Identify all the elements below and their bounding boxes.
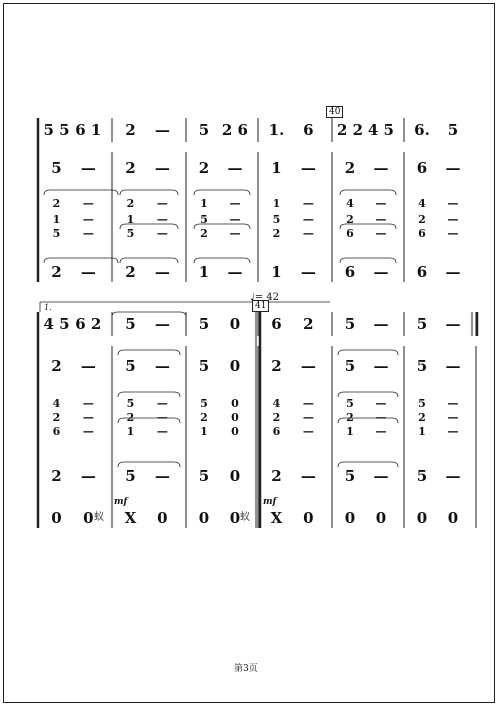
s2-bass-m6-beat2: — xyxy=(445,467,461,485)
s2-percussion-m4-beat1: X xyxy=(270,509,283,527)
s1-bass-m2-beat2: — xyxy=(154,263,170,281)
s2-chord-root-m3-beat1: 5 xyxy=(198,357,210,375)
s2-chord-root-m5-beat1: 5 xyxy=(344,357,356,375)
s1-harmony-bottom-m2-beat2: — xyxy=(156,227,168,240)
s1-bass-m6-beat1: 6 xyxy=(416,263,428,281)
s1-harmony-mid-m5-beat1: 2 xyxy=(346,213,354,226)
s2-percussion-m2-beat1: X xyxy=(124,509,137,527)
s1-chord-root-m1-beat2: — xyxy=(80,159,96,177)
s2-harmony-mid-m1-beat2: — xyxy=(82,411,94,424)
s2-percussion-m5-beat1: 0 xyxy=(344,509,356,527)
s2-melody-m1-beat2: 6 2 xyxy=(75,315,102,333)
s2-bass-m6-beat1: 5 xyxy=(416,467,428,485)
s2-harmony-mid-m2-beat1: 2 xyxy=(126,411,135,424)
s2-percussion-m3-beat2: 0 xyxy=(229,509,241,527)
rehearsal-mark-41: 41 xyxy=(252,300,269,312)
s2-harmony-top-m4-beat2: — xyxy=(302,397,314,410)
s1-bass-m4-beat1: 1 xyxy=(271,263,282,281)
s2-harmony-mid-m6-beat1: 2 xyxy=(418,411,426,424)
s1-harmony-bottom-m5-beat1: 6 xyxy=(346,227,354,240)
s1-bass-m1-beat2: — xyxy=(80,263,96,281)
s2-harmony-top-m5-beat2: — xyxy=(375,397,387,410)
s2-harmony-mid-m6-beat2: — xyxy=(447,411,459,424)
s2-harmony-mid-m3-beat1: 2 xyxy=(200,411,208,424)
s1-chord-root-m1-beat1: 5 xyxy=(51,159,62,177)
s2-percussion-m1-beat2: 0 xyxy=(83,509,94,527)
s1-harmony-top-m4-beat1: 1 xyxy=(272,197,281,210)
s1-melody-m4-beat2: 6 xyxy=(303,121,314,139)
s2-bass-m1-beat2: — xyxy=(80,467,96,485)
s1-harmony-mid-m3-beat2: — xyxy=(229,213,241,226)
s2-chord-root-m4-beat1: 2 xyxy=(271,357,282,375)
s1-harmony-top-m2-beat1: 2 xyxy=(126,197,135,210)
s2-harmony-bottom-m5-beat1: 1 xyxy=(346,425,354,438)
s2-harmony-mid-m4-beat2: — xyxy=(302,411,314,424)
s2-chord-root-m5-beat2: — xyxy=(373,357,389,375)
s1-harmony-tie-2 xyxy=(340,190,396,195)
s1-melody-m4-beat1: 1. xyxy=(268,121,285,139)
s2-harmony-top-m2-beat2: — xyxy=(156,397,168,410)
shout-text-2: 蚁 xyxy=(240,512,250,523)
s1-harmony-top-m3-beat2: — xyxy=(229,197,241,210)
shout-text-1: 蚁 xyxy=(94,512,104,523)
s2-percussion-m5-beat2: 0 xyxy=(375,509,387,527)
s2-harmony-bottom-m4-beat2: — xyxy=(302,425,314,438)
s1-harmony-mid-m4-beat2: — xyxy=(302,213,314,226)
s1-harmony-top-m5-beat2: — xyxy=(375,197,387,210)
s2-harmony-mid-m5-beat2: — xyxy=(375,411,387,424)
s2-percussion-m1-beat1: 0 xyxy=(51,509,62,527)
s1-harmony-bottom-m2-beat1: 5 xyxy=(126,227,135,240)
s1-harmony-top-m2-beat2: — xyxy=(156,197,168,210)
s2-harmony-mid-m3-beat2: 0 xyxy=(231,411,239,424)
s1-melody-m5-beat2: 4 5 xyxy=(367,121,395,139)
s2-harmony-top-m6-beat2: — xyxy=(447,397,459,410)
s1-harmony-mid-m3-beat1: 5 xyxy=(200,213,208,226)
s2-harmony-top-m1-beat2: — xyxy=(82,397,94,410)
s2-percussion-m6-beat1: 0 xyxy=(416,509,428,527)
s2-harmony-mid-m1-beat1: 2 xyxy=(52,411,61,424)
s1-harmony-tie-1 xyxy=(194,190,250,195)
s1-chord-root-m6-beat2: — xyxy=(445,159,461,177)
s1-melody-m6-beat1: 6. xyxy=(414,121,430,139)
s1-chord-root-m2-beat1: 2 xyxy=(125,159,136,177)
s1-harmony-bottom-m3-beat2: — xyxy=(229,227,241,240)
s1-harmony-top-m3-beat1: 1 xyxy=(200,197,208,210)
s2-percussion-m4-beat2: 0 xyxy=(303,509,314,527)
s1-melody-m5-beat1: 2 2 xyxy=(336,121,364,139)
s1-harmony-mid-m2-beat2: — xyxy=(156,213,168,226)
s2-bass-m2-beat1: 5 xyxy=(125,467,136,485)
s1-chord-root-m3-beat2: — xyxy=(227,159,243,177)
s2-melody-m6-beat2: — xyxy=(445,315,461,333)
s1-harmony-bottom-m5-beat2: — xyxy=(375,227,387,240)
s2-chord-tie-1 xyxy=(338,350,398,355)
s1-bass-m2-beat1: 2 xyxy=(125,263,136,281)
s1-harmony-mid-m6-beat2: — xyxy=(447,213,459,226)
s2-bass-m2-beat2: — xyxy=(154,467,170,485)
s2-harmony-bottom-m2-beat2: — xyxy=(156,425,168,438)
s2-chord-root-m6-beat1: 5 xyxy=(416,357,428,375)
s1-harmony-top-m4-beat2: — xyxy=(302,197,314,210)
s2-harmony-top-m3-beat2: 0 xyxy=(231,397,239,410)
s1-chord-root-m2-beat2: — xyxy=(154,159,170,177)
s2-harmony-top-m2-beat1: 5 xyxy=(126,397,135,410)
s2-harmony-bottom-m1-beat2: — xyxy=(82,425,94,438)
s1-bass-m3-beat2: — xyxy=(227,263,243,281)
s1-harmony-bottom-m1-beat1: 5 xyxy=(52,227,61,240)
s1-melody-m1-beat2: 6 1 xyxy=(75,121,102,139)
s1-melody-m3-beat1: 5 xyxy=(198,121,210,139)
s1-harmony-bottom-m4-beat1: 2 xyxy=(272,227,281,240)
s1-harmony-top-m6-beat1: 4 xyxy=(418,197,426,210)
s2-harmony-top-m4-beat1: 4 xyxy=(272,397,281,410)
s1-chord-root-m6-beat1: 6 xyxy=(416,159,428,177)
s2-bass-m5-beat2: — xyxy=(373,467,389,485)
s2-harmony-top-m5-beat1: 5 xyxy=(346,397,354,410)
s2-melody-m2-beat1: 5 xyxy=(125,315,136,333)
s2-harmony-mid-m4-beat1: 2 xyxy=(272,411,281,424)
s1-bass-m1-beat1: 2 xyxy=(51,263,62,281)
s2-melody-m4-beat2: 2 xyxy=(303,315,314,333)
s2-bass-m5-beat1: 5 xyxy=(344,467,356,485)
s2-chord-root-m1-beat2: — xyxy=(80,357,96,375)
s1-bass-m3-beat1: 1 xyxy=(198,263,210,281)
s2-harmony-bottom-m1-beat1: 6 xyxy=(52,425,61,438)
s1-harmony-tie-0 xyxy=(120,190,178,195)
s2-bass-m3-beat1: 5 xyxy=(198,467,210,485)
s2-melody-m1-beat1: 4 5 xyxy=(43,315,70,333)
s2-chord-root-m2-beat2: — xyxy=(154,357,170,375)
s2-harmony-top-m3-beat1: 5 xyxy=(200,397,208,410)
s1-chord-root-m5-beat2: — xyxy=(373,159,389,177)
s1-harmony-top-m5-beat1: 4 xyxy=(346,197,354,210)
s2-percussion-m2-beat2: 0 xyxy=(157,509,168,527)
s1-chord-root-m4-beat1: 1 xyxy=(271,159,282,177)
s2-bass-m1-beat1: 2 xyxy=(51,467,62,485)
tempo-marking: ♩= 42 xyxy=(250,292,279,303)
s2-melody-m5-beat1: 5 xyxy=(344,315,356,333)
s2-chord-root-m4-beat2: — xyxy=(300,357,316,375)
s1-chord-root-m5-beat1: 2 xyxy=(344,159,356,177)
s1-melody-m1-beat1: 5 5 xyxy=(43,121,70,139)
s2-harmony-mid-m2-beat2: — xyxy=(156,411,168,424)
s1-harmony-top-m1-beat1: 2 xyxy=(52,197,61,210)
s2-bass-m3-beat2: 0 xyxy=(229,467,241,485)
rehearsal-mark-40: 40 xyxy=(326,106,343,118)
s1-harmony-mid-m4-beat1: 5 xyxy=(272,213,281,226)
s1-bass-m5-beat1: 6 xyxy=(344,263,356,281)
s1-harmony-top-m1-beat2: — xyxy=(82,197,94,210)
s2-chord-root-m2-beat1: 5 xyxy=(125,357,136,375)
s1-harmony-mid-m2-beat1: 1 xyxy=(126,213,135,226)
s2-melody-m4-beat1: 6 xyxy=(271,315,282,333)
s1-harmony-mid-m1-beat2: — xyxy=(82,213,94,226)
s2-harmony-top-m6-beat1: 5 xyxy=(418,397,426,410)
s1-bass-m4-beat2: — xyxy=(300,263,316,281)
s2-melody-m2-beat2: — xyxy=(154,315,170,333)
s2-melody-m6-beat1: 5 xyxy=(416,315,428,333)
s1-harmony-top-m6-beat2: — xyxy=(447,197,459,210)
s2-harmony-bottom-m3-beat2: 0 xyxy=(231,425,239,438)
s2-bass-m4-beat1: 2 xyxy=(271,467,282,485)
s2-harmony-bottom-m6-beat1: 1 xyxy=(418,425,426,438)
s2-harmony-mid-m5-beat1: 2 xyxy=(346,411,354,424)
s2-melody-tie xyxy=(112,312,186,317)
s1-harmony-tie-first xyxy=(44,190,118,195)
s2-chord-root-m3-beat2: 0 xyxy=(229,357,241,375)
s1-harmony-bottom-m3-beat1: 2 xyxy=(200,227,208,240)
s1-harmony-bottom-m6-beat1: 6 xyxy=(418,227,426,240)
s2-harmony-top-m1-beat1: 4 xyxy=(52,397,61,410)
dynamic-mf-2: mf xyxy=(263,497,277,507)
s2-chord-root-m1-beat1: 2 xyxy=(51,357,62,375)
s2-melody-m3-beat1: 5 xyxy=(198,315,210,333)
s2-harmony-bottom-m6-beat2: — xyxy=(447,425,459,438)
s2-harmony-bottom-m5-beat2: — xyxy=(375,425,387,438)
s1-harmony-bottom-m6-beat2: — xyxy=(447,227,459,240)
s2-percussion-m3-beat1: 0 xyxy=(198,509,210,527)
s2-chord-root-m6-beat2: — xyxy=(445,357,461,375)
dynamic-mf-1: mf xyxy=(114,497,128,507)
s1-harmony-mid-m1-beat1: 1 xyxy=(52,213,61,226)
s1-harmony-mid-m6-beat1: 2 xyxy=(418,213,426,226)
s1-melody-m2-beat1: 2 xyxy=(125,121,136,139)
s2-melody-m5-beat2: — xyxy=(373,315,389,333)
s1-bass-m6-beat2: — xyxy=(445,263,461,281)
volta-1-label: 1. xyxy=(44,303,52,312)
s2-harmony-bottom-m4-beat1: 6 xyxy=(272,425,281,438)
s1-chord-root-m3-beat1: 2 xyxy=(198,159,210,177)
s1-chord-root-m4-beat2: — xyxy=(300,159,316,177)
s1-melody-m2-beat2: — xyxy=(154,121,170,139)
page-number: 第3页 xyxy=(234,664,258,674)
s1-harmony-mid-m5-beat2: — xyxy=(375,213,387,226)
s1-melody-m3-beat2: 2 6 xyxy=(221,121,249,139)
s1-melody-m6-beat2: 5 xyxy=(447,121,459,139)
s2-chord-tie-0 xyxy=(118,350,180,355)
s2-harmony-bottom-m2-beat1: 1 xyxy=(126,425,135,438)
s2-melody-m3-beat2: 0 xyxy=(229,315,241,333)
s1-harmony-bottom-m1-beat2: — xyxy=(82,227,94,240)
s2-bass-m4-beat2: — xyxy=(300,467,316,485)
s1-bass-m5-beat2: — xyxy=(373,263,389,281)
s2-percussion-m6-beat2: 0 xyxy=(447,509,459,527)
s1-harmony-bottom-m4-beat2: — xyxy=(302,227,314,240)
s2-harmony-bottom-m3-beat1: 1 xyxy=(200,425,208,438)
